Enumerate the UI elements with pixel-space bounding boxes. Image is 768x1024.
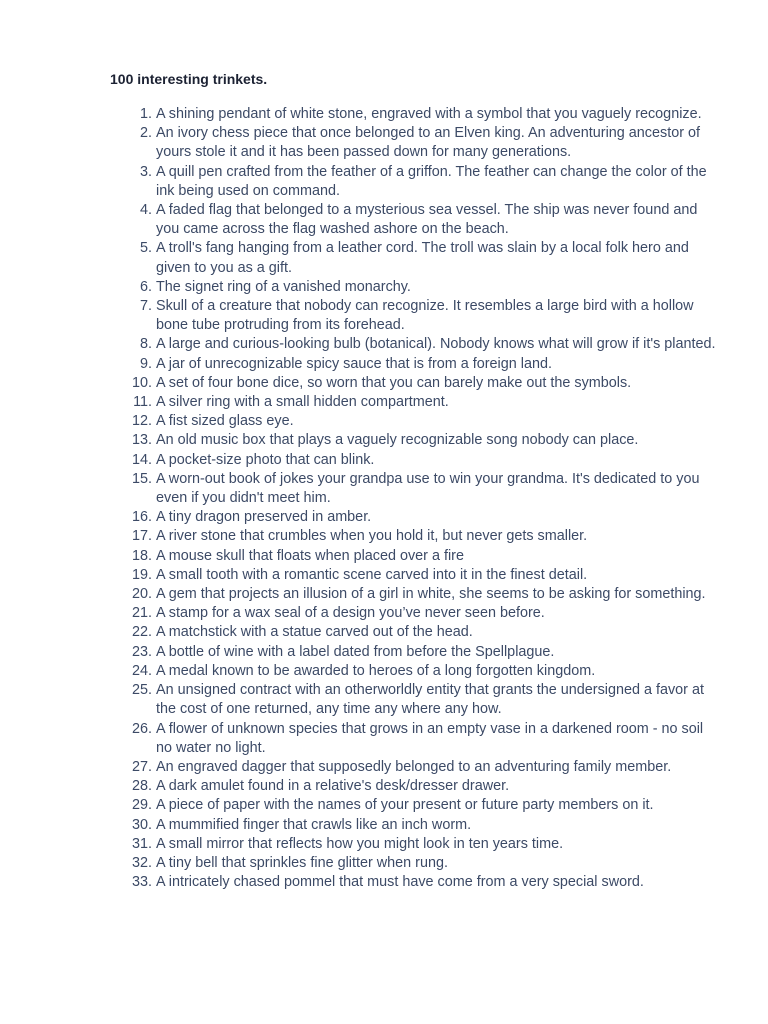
- list-item-text: A intricately chased pommel that must have come from a very special sword.: [156, 874, 644, 891]
- list-item: [110, 796, 720, 815]
- list-item-number: 25.: [131, 682, 152, 699]
- list-item-number: 8.: [139, 336, 152, 353]
- list-item-number: 21.: [131, 605, 152, 622]
- list-item-number: 28.: [131, 778, 152, 795]
- list-item-number: 13.: [131, 432, 152, 449]
- list-item: [110, 816, 720, 835]
- list-item: [110, 412, 720, 431]
- list-item-number: 29.: [131, 797, 152, 814]
- list-item: [110, 355, 720, 374]
- list-item-number: 20.: [131, 586, 152, 603]
- list-item: [110, 527, 720, 546]
- list-item: [110, 451, 720, 470]
- list-item-text: A bottle of wine with a label dated from before the Spellplague.: [156, 643, 555, 660]
- list-item-text: A silver ring with a small hidden compartment.: [156, 394, 449, 411]
- list-item: [110, 777, 720, 796]
- list-item: [110, 873, 720, 892]
- list-item: [110, 643, 720, 662]
- list-item: [110, 335, 720, 354]
- list-item-text: An unsigned contract with an otherworldly entity that grants the undersigned a favor at the cost of one returned, any time any where any how.: [156, 682, 704, 718]
- list-item-number: 9.: [139, 355, 152, 372]
- list-item-number: 22.: [131, 624, 152, 641]
- list-item-number: 11.: [133, 394, 152, 411]
- list-item-number: 30.: [131, 816, 152, 833]
- list-item-number: 5.: [139, 240, 152, 257]
- list-item: [110, 547, 720, 566]
- list-item: [110, 585, 720, 604]
- list-item: [110, 374, 720, 393]
- list-item-text: A mummified finger that crawls like an inch worm.: [156, 816, 472, 833]
- list-item-number: 32.: [131, 854, 152, 871]
- list-item-text: A flower of unknown species that grows in an empty vase in a darkened room - no soil no water no light.: [156, 720, 704, 756]
- document-title: 100 interesting trinkets.: [110, 71, 268, 87]
- list-item-number: 17.: [131, 528, 152, 545]
- list-item-number: 23.: [131, 643, 152, 660]
- list-item: [110, 201, 720, 239]
- list-item-text: A medal known to be awarded to heroes of a long forgotten kingdom.: [156, 662, 596, 679]
- list-item-number: 7.: [139, 298, 152, 315]
- list-item: [110, 124, 720, 162]
- list-item-number: 3.: [139, 163, 152, 180]
- list-item-text: A tiny dragon preserved in amber.: [156, 509, 372, 526]
- list-item-text: Skull of a creature that nobody can recognize. It resembles a large bird with a hollow bone tube protruding from its forehead.: [156, 298, 694, 334]
- list-item-number: 10.: [131, 374, 152, 391]
- list-item-text: A quill pen crafted from the feather of a griffon. The feather can change the color of the ink being used on command.: [156, 163, 707, 199]
- list-item: [110, 758, 720, 777]
- list-item-text: An old music box that plays a vaguely recognizable song nobody can place.: [156, 432, 639, 449]
- list-item-text: A dark amulet found in a relative's desk/dresser drawer.: [156, 778, 510, 795]
- list-item: [110, 393, 720, 412]
- list-item-text: An ivory chess piece that once belonged to an Elven king. An adventuring ancestor of yours stole it and it has been passed down for many generations.: [156, 125, 700, 161]
- list-item: [110, 623, 720, 642]
- list-item-text: A jar of unrecognizable spicy sauce that is from a foreign land.: [156, 355, 552, 372]
- list-item: [110, 297, 720, 335]
- list-item: [110, 720, 720, 758]
- list-item-text: A shining pendant of white stone, engraved with a symbol that you vaguely recognize.: [156, 106, 702, 122]
- list-item-text: A small mirror that reflects how you might look in ten years time.: [156, 835, 564, 852]
- list-item-text: A worn-out book of jokes your grandpa use to win your grandma. It's dedicated to you even if you didn't meet him.: [156, 470, 700, 507]
- list-item-text: A small tooth with a romantic scene carved into it in the finest detail.: [156, 566, 588, 583]
- list-item-number: 33.: [131, 874, 152, 891]
- list-item-text: A set of four bone dice, so worn that you can barely make out the symbols.: [156, 374, 632, 391]
- list-item-number: 4.: [139, 202, 152, 219]
- list-item: [110, 662, 720, 681]
- list-item-text: A large and curious-looking bulb (botanical). Nobody knows what will grow if it's planted.: [156, 336, 716, 353]
- list-item: [110, 681, 720, 719]
- list-item: [110, 431, 720, 450]
- list-item-number: 12.: [131, 413, 152, 430]
- list-item-text: A faded flag that belonged to a mysterious sea vessel. The ship was never found and you came across the flag washed ashore on the beach.: [156, 202, 698, 238]
- list-item-text: An engraved dagger that supposedly belonged to an adventuring family member.: [156, 758, 672, 775]
- list-item-number: 6.: [139, 278, 152, 295]
- list-item-number: 14.: [131, 451, 152, 468]
- list-item: [110, 604, 720, 623]
- list-item-text: A river stone that crumbles when you hold it, but never gets smaller.: [156, 528, 588, 545]
- list-item: [110, 508, 720, 527]
- list-item: [110, 470, 720, 508]
- list-item: [110, 566, 720, 585]
- list-item-text: The signet ring of a vanished monarchy.: [156, 278, 411, 295]
- list-item-text: A pocket-size photo that can blink.: [156, 451, 375, 468]
- list-item: [110, 278, 720, 297]
- list-item: [110, 105, 720, 124]
- list-item-number: 15.: [131, 470, 152, 487]
- list-item-number: 26.: [131, 720, 152, 737]
- list-item-text: A mouse skull that floats when placed over a fire: [156, 547, 464, 564]
- list-item-text: A piece of paper with the names of your present or future party members on it.: [156, 797, 654, 814]
- list-item-text: A gem that projects an illusion of a girl in white, she seems to be asking for something.: [156, 586, 706, 603]
- trinket-list: [110, 105, 720, 892]
- list-item-text: A fist sized glass eye.: [156, 413, 294, 430]
- list-item-number: 31.: [131, 835, 152, 852]
- list-item: [110, 163, 720, 201]
- list-item-number: 16.: [131, 509, 152, 526]
- list-item-text: A matchstick with a statue carved out of the head.: [156, 624, 473, 641]
- list-item-number: 24.: [131, 662, 152, 679]
- list-item-number: 2.: [139, 125, 152, 142]
- list-item-text: A tiny bell that sprinkles fine glitter when rung.: [156, 854, 448, 871]
- list-item-text: A stamp for a wax seal of a design you’ve never seen before.: [156, 605, 545, 622]
- list-item: [110, 835, 720, 854]
- list-item-number: 18.: [131, 547, 152, 564]
- list-item-text: A troll's fang hanging from a leather cord. The troll was slain by a local folk hero and given to you as a gift.: [156, 240, 689, 276]
- list-item-number: 27.: [131, 758, 152, 775]
- list-item: [110, 854, 720, 873]
- list-item: [110, 239, 720, 277]
- list-item-number: 19.: [131, 566, 152, 583]
- list-item-number: 1.: [139, 106, 152, 122]
